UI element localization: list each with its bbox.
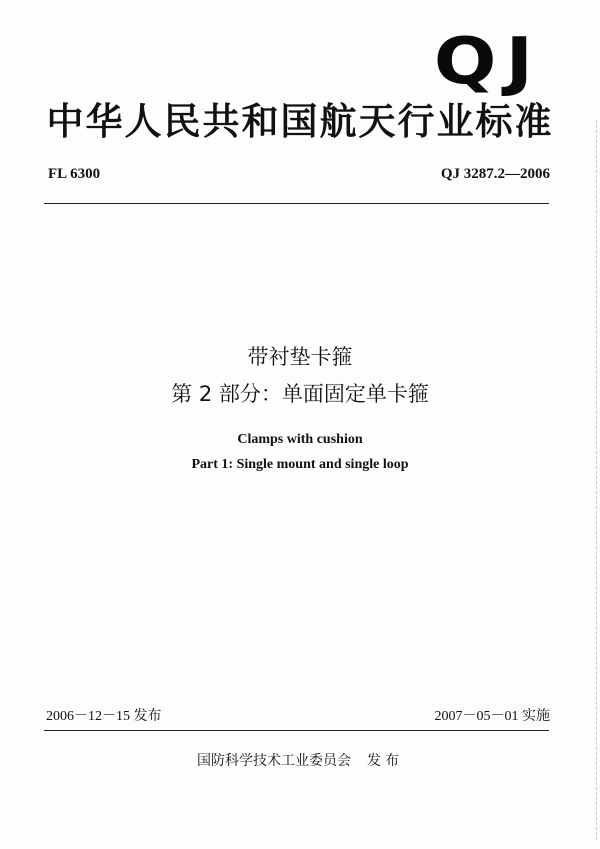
implementation-date: 2007－05－01 实施 [434, 709, 550, 724]
english-title-line2: Part 1: Single mount and single loop [191, 457, 409, 472]
header-divider [44, 203, 549, 204]
chinese-title-line1: 带衬垫卡箍 [247, 345, 353, 369]
qj-logo: QJ [433, 25, 542, 99]
footer-divider [44, 730, 549, 731]
standard-category-title: 中华人民共和国航天行业标准 [46, 100, 554, 143]
standard-number: QJ 3287.2—2006 [440, 166, 550, 182]
issue-date: 2006－12－15 发布 [46, 709, 162, 724]
scan-edge-line [596, 120, 597, 840]
classification-code: FL 6300 [48, 166, 101, 182]
publisher-action: 发布 [367, 753, 403, 769]
publisher-line [0, 750, 600, 770]
publisher-name: 国防科学技术工业委员会 [197, 753, 351, 769]
english-title-line1: Clamps with cushion [237, 432, 363, 447]
chinese-title-line2: 第 2 部分：单面固定单卡箍 [171, 382, 429, 406]
